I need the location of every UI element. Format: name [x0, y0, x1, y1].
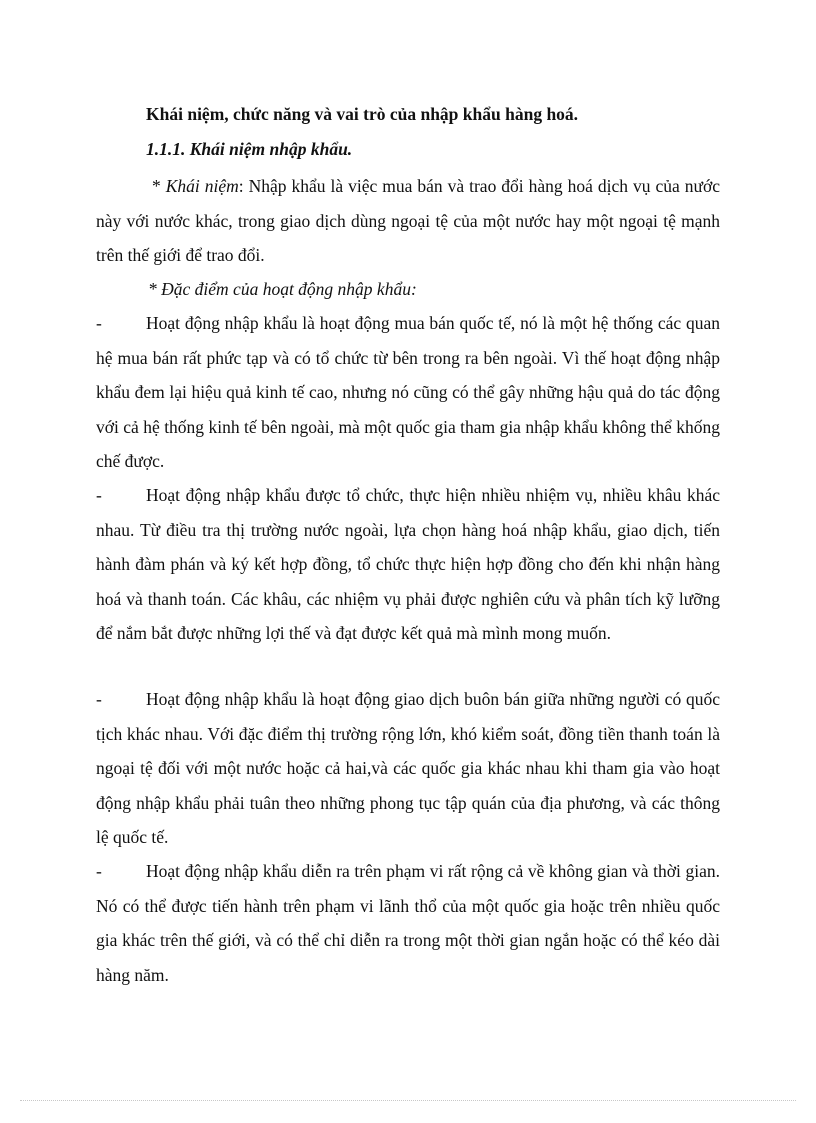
section-heading: Khái niệm, chức năng và vai trò của nhập khẩu hàng hoá.: [146, 104, 579, 124]
bullet-dash: -: [96, 689, 102, 709]
definition-label: Khái niệm: [165, 176, 239, 196]
bullet-text: Hoạt động nhập khẩu được tổ chức, thực hiện nhiều nhiệm vụ, nhiều khâu khác nhau. Từ điều tra thị trường nước ngoài, lựa chọn hàng hoá nhập khẩu, giao dịch, tiến hành đàm phán và ký kết hợp đồng, tổ chức thực hiện hợp đồng cho đến khi nhận hàng hoá và thanh toán. Các khâu, các nhiệm vụ phải được nghiên cứu và phân tích kỹ lưỡng để nắm bắt được những lợi thế và đạt được kết quả mà mình mong muốn.: [96, 485, 720, 643]
bullet-text: Hoạt động nhập khẩu diễn ra trên phạm vi rất rộng cả về không gian và thời gian. Nó có thể được tiến hành trên phạm vi lãnh thổ của một quốc gia hoặc trên nhiều quốc gia khác trên thế giới, và có thể chỉ diễn ra trong một thời gian ngắn hoặc có thể kéo dài hàng năm.: [96, 861, 720, 985]
bullet-text: Hoạt động nhập khẩu là hoạt động giao dịch buôn bán giữa những người có quốc tịch khác nhau. Với đặc điểm thị trường rộng lớn, khó kiểm soát, đồng tiền thanh toán là ngoại tệ đối với một nước hoặc cả hai,và các quốc gia khác nhau khi tham gia vào hoạt động nhập khẩu phải tuân theo những phong tục tập quán của địa phương, và các thông lệ quốc tế.: [96, 689, 720, 847]
list-item: [96, 478, 720, 651]
bullet-text: Hoạt động nhập khẩu là hoạt động mua bán quốc tế, nó là một hệ thống các quan hệ mua bán rất phức tạp và có tổ chức từ bên trong ra bên ngoài. Vì thế hoạt động nhập khẩu đem lại hiệu quả kinh tế cao, nhưng nó cũng có thể gây những hậu quả do tác động với cả hệ thống kinh tế bên ngoài, mà một quốc gia tham gia nhập khẩu không thể khống chế được.: [96, 313, 720, 471]
bullet-dash: -: [96, 485, 102, 505]
subsection-heading: 1.1.1. Khái niệm nhập khẩu.: [146, 139, 353, 159]
page-bottom-divider: [20, 1100, 796, 1101]
definition-marker: *: [152, 176, 166, 196]
list-item: [96, 306, 720, 479]
features-heading: * Đặc điểm của hoạt động nhập khẩu:: [148, 279, 417, 299]
bullet-dash: -: [96, 861, 102, 881]
definition-text: : Nhập khẩu là việc mua bán và trao đổi hàng hoá dịch vụ của nước này với nước khác, trong giao dịch dùng ngoại tệ của một nước hay một ngoại tệ mạnh trên thế giới để trao đổi.: [96, 176, 721, 265]
definition-paragraph: [96, 169, 720, 273]
list-item: [96, 682, 720, 855]
bullet-dash: -: [96, 313, 102, 333]
list-item: [96, 854, 720, 992]
